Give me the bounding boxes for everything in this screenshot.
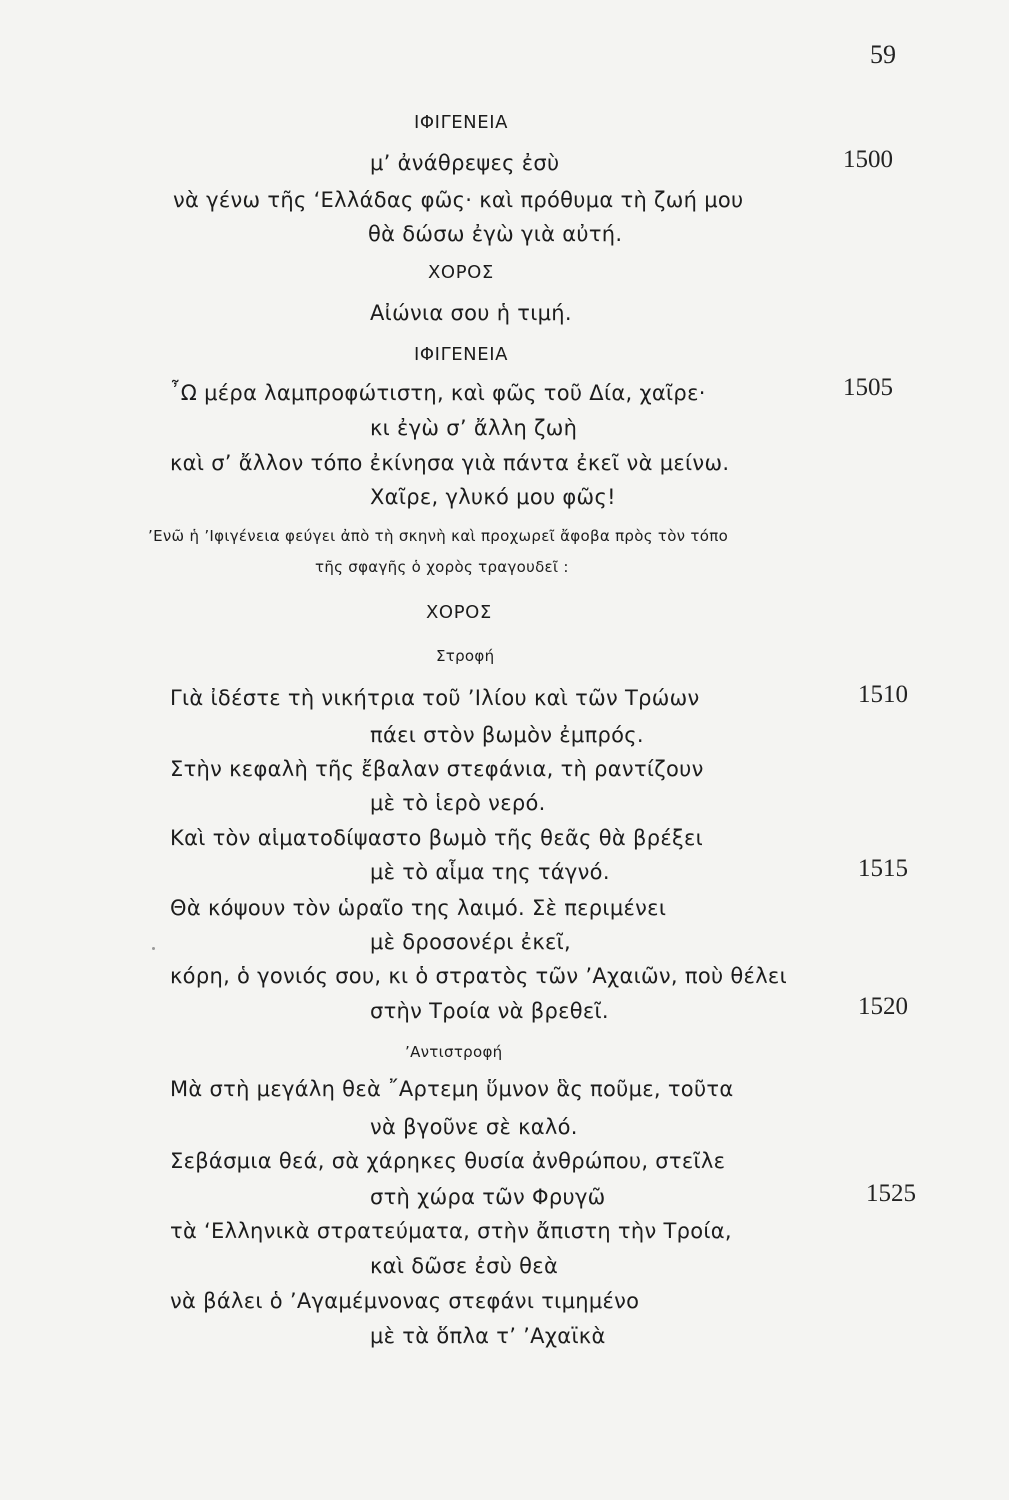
speaker-choros: ΧΟΡΟΣ	[428, 262, 494, 283]
line-number-1515: 1515	[858, 855, 908, 882]
verse-line: Σεβάσμια θεά, σὰ χάρηκες θυσία ἀνθρώπου, στεῖλε	[170, 1149, 726, 1173]
print-speck	[152, 947, 155, 950]
verse-line: πάει στὸν βωμὸν ἐμπρός.	[370, 723, 644, 747]
verse-line: καὶ σ’ ἄλλον τόπο ἐκίνησα γιὰ πάντα ἐκεῖ νὰ μείνω.	[170, 451, 730, 475]
verse-line: Μὰ στὴ μεγάλη θεὰ ῎Αρτεμη ὕμνον ἃς ποῦμε, τοῦτα	[170, 1077, 734, 1101]
speaker-iphigenia: ΙΦΙΓΕΝΕΙΑ	[414, 112, 509, 133]
verse-line: καὶ δῶσε ἐσὺ θεὰ	[370, 1254, 559, 1278]
line-number-1520: 1520	[858, 993, 908, 1020]
verse-line: Καὶ τὸν αἱματοδίψαστο βωμὸ τῆς θεᾶς θὰ βρέξει	[170, 826, 704, 850]
section-head-antistrophe: ’Αντιστροφή	[405, 1043, 503, 1061]
speaker-choros: ΧΟΡΟΣ	[426, 602, 492, 623]
verse-line: στὴν Τροία νὰ βρεθεῖ.	[370, 999, 609, 1023]
verse-line: μὲ τὰ ὅπλα τ’ ’Αχαϊκὰ	[370, 1324, 606, 1348]
verse-line: τὰ ‘Ελληνικὰ στρατεύματα, στὴν ἄπιστη τὴν Τροία,	[170, 1219, 732, 1243]
verse-line: μ’ ἀνάθρεψες ἐσὺ	[370, 151, 560, 175]
verse-line: μὲ τὸ αἷμα της τάγνό.	[370, 860, 610, 884]
line-number-1500: 1500	[843, 146, 893, 173]
verse-line: νὰ βάλει ὁ ’Αγαμέμνονας στεφάνι τιμημένο	[170, 1289, 640, 1313]
verse-line: κι ἐγὼ σ’ ἄλλη ζωὴ	[370, 416, 578, 440]
verse-line: Γιὰ ἰδέστε τὴ νικήτρια τοῦ ’Ιλίου καὶ τῶν Τρώων	[170, 686, 700, 710]
stage-direction-line: ’Ενῶ ἡ ’Ιφιγένεια φεύγει ἀπὸ τὴ σκηνὴ καὶ προχωρεῖ ἄφοβα πρὸς τὸν τόπο	[148, 527, 729, 545]
verse-line: ῏Ω μέρα λαμπροφώτιστη, καὶ φῶς τοῦ Δία, χαῖρε·	[170, 381, 706, 405]
verse-line: μὲ δροσονέρι ἐκεῖ,	[370, 930, 572, 954]
verse-line: θὰ δώσω ἐγὼ γιὰ αὐτή.	[368, 222, 623, 246]
page-number: 59	[870, 40, 896, 69]
verse-line: στὴ χώρα τῶν Φρυγῶ	[370, 1185, 606, 1209]
stage-direction-line: τῆς σφαγῆς ὁ χορὸς τραγουδεῖ :	[315, 558, 569, 576]
verse-line: Χαῖρε, γλυκό μου φῶς!	[370, 485, 616, 509]
line-number-1525: 1525	[866, 1180, 916, 1207]
verse-line: νὰ γένω τῆς ‘Ελλάδας φῶς· καὶ πρόθυμα τὴ ζωή μου	[173, 188, 744, 212]
line-number-1505: 1505	[843, 374, 893, 401]
verse-line: νὰ βγοῦνε σὲ καλό.	[370, 1115, 578, 1139]
verse-line: μὲ τὸ ἱερὸ νερό.	[370, 791, 546, 815]
line-number-1510: 1510	[858, 681, 908, 708]
verse-line: Στὴν κεφαλὴ τῆς ἔβαλαν στεφάνια, τὴ ραντίζουν	[170, 757, 704, 781]
speaker-iphigenia: ΙΦΙΓΕΝΕΙΑ	[414, 344, 509, 365]
verse-line: Αἰώνια σου ἡ τιμή.	[370, 301, 572, 325]
section-head-strophe: Στροφή	[436, 647, 495, 665]
verse-line: Θὰ κόψουν τὸν ὡραῖο της λαιμό. Σὲ περιμένει	[170, 896, 667, 920]
verse-line: κόρη, ὁ γονιός σου, κι ὁ στρατὸς τῶν ’Αχαιῶν, ποὺ θέλει	[170, 964, 787, 988]
